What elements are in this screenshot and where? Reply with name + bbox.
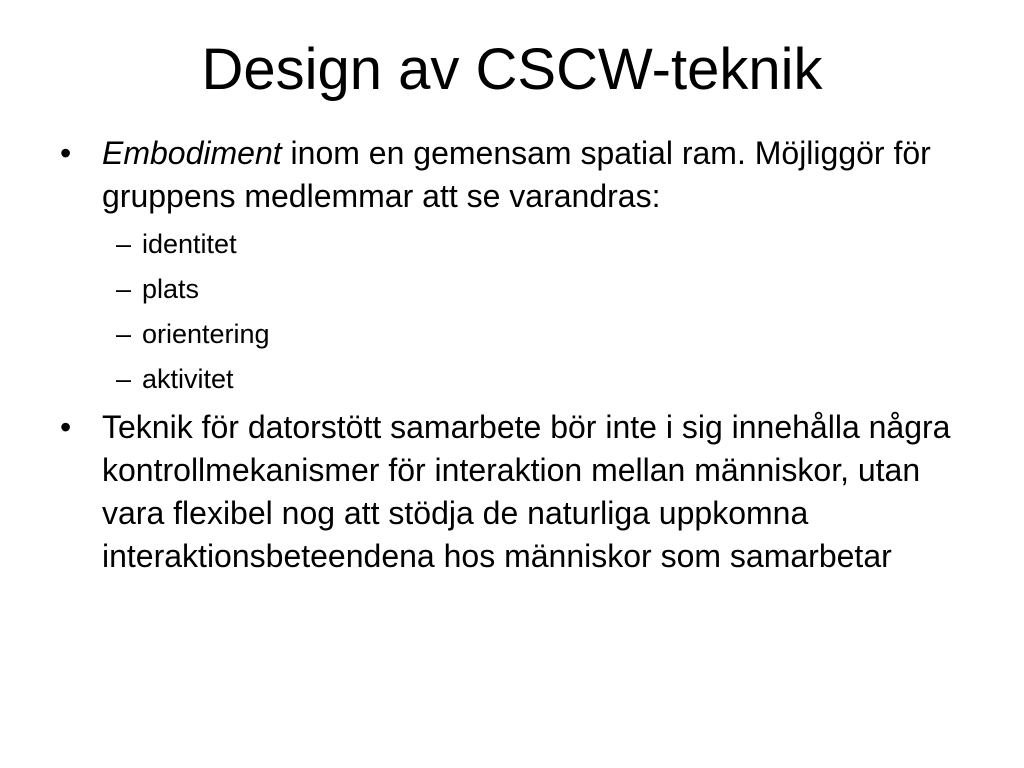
sub-marker: – <box>116 364 132 394</box>
bullet-text: inom en gemensam spatial ram. Möjliggör för gruppens medlemmar att se varandras: <box>102 135 931 214</box>
bullet-marker: • <box>60 135 72 171</box>
sub-item-identitet <box>116 222 960 267</box>
sub-item-orientering <box>116 312 960 357</box>
bullet-list <box>60 132 960 578</box>
bullet-item-embodiment <box>60 132 960 402</box>
sub-item-text: aktivitet <box>142 364 234 394</box>
sub-marker: – <box>116 319 132 349</box>
bullet-item-teknik <box>60 406 960 578</box>
sub-item-aktivitet <box>116 357 960 402</box>
sub-item-text: orientering <box>142 319 270 349</box>
bullet-emphasis: Embodiment <box>102 135 282 171</box>
bullet-text: Teknik för datorstött samarbete bör inte i sig innehålla några kontrollmekanismer för interaktion mellan människor, utan vara flexibel nog att stödja de naturliga uppkomna interaktionsbeteendena hos människor som samarbetar <box>102 409 951 574</box>
sub-marker: – <box>116 274 132 304</box>
sub-item-text: identitet <box>142 229 237 259</box>
bullet-marker: • <box>60 409 72 445</box>
slide-title: Design av CSCW-teknik <box>201 37 823 102</box>
sub-list <box>102 222 960 402</box>
sub-marker: – <box>116 229 132 259</box>
sub-item-text: plats <box>142 274 200 304</box>
sub-item-plats <box>116 267 960 312</box>
